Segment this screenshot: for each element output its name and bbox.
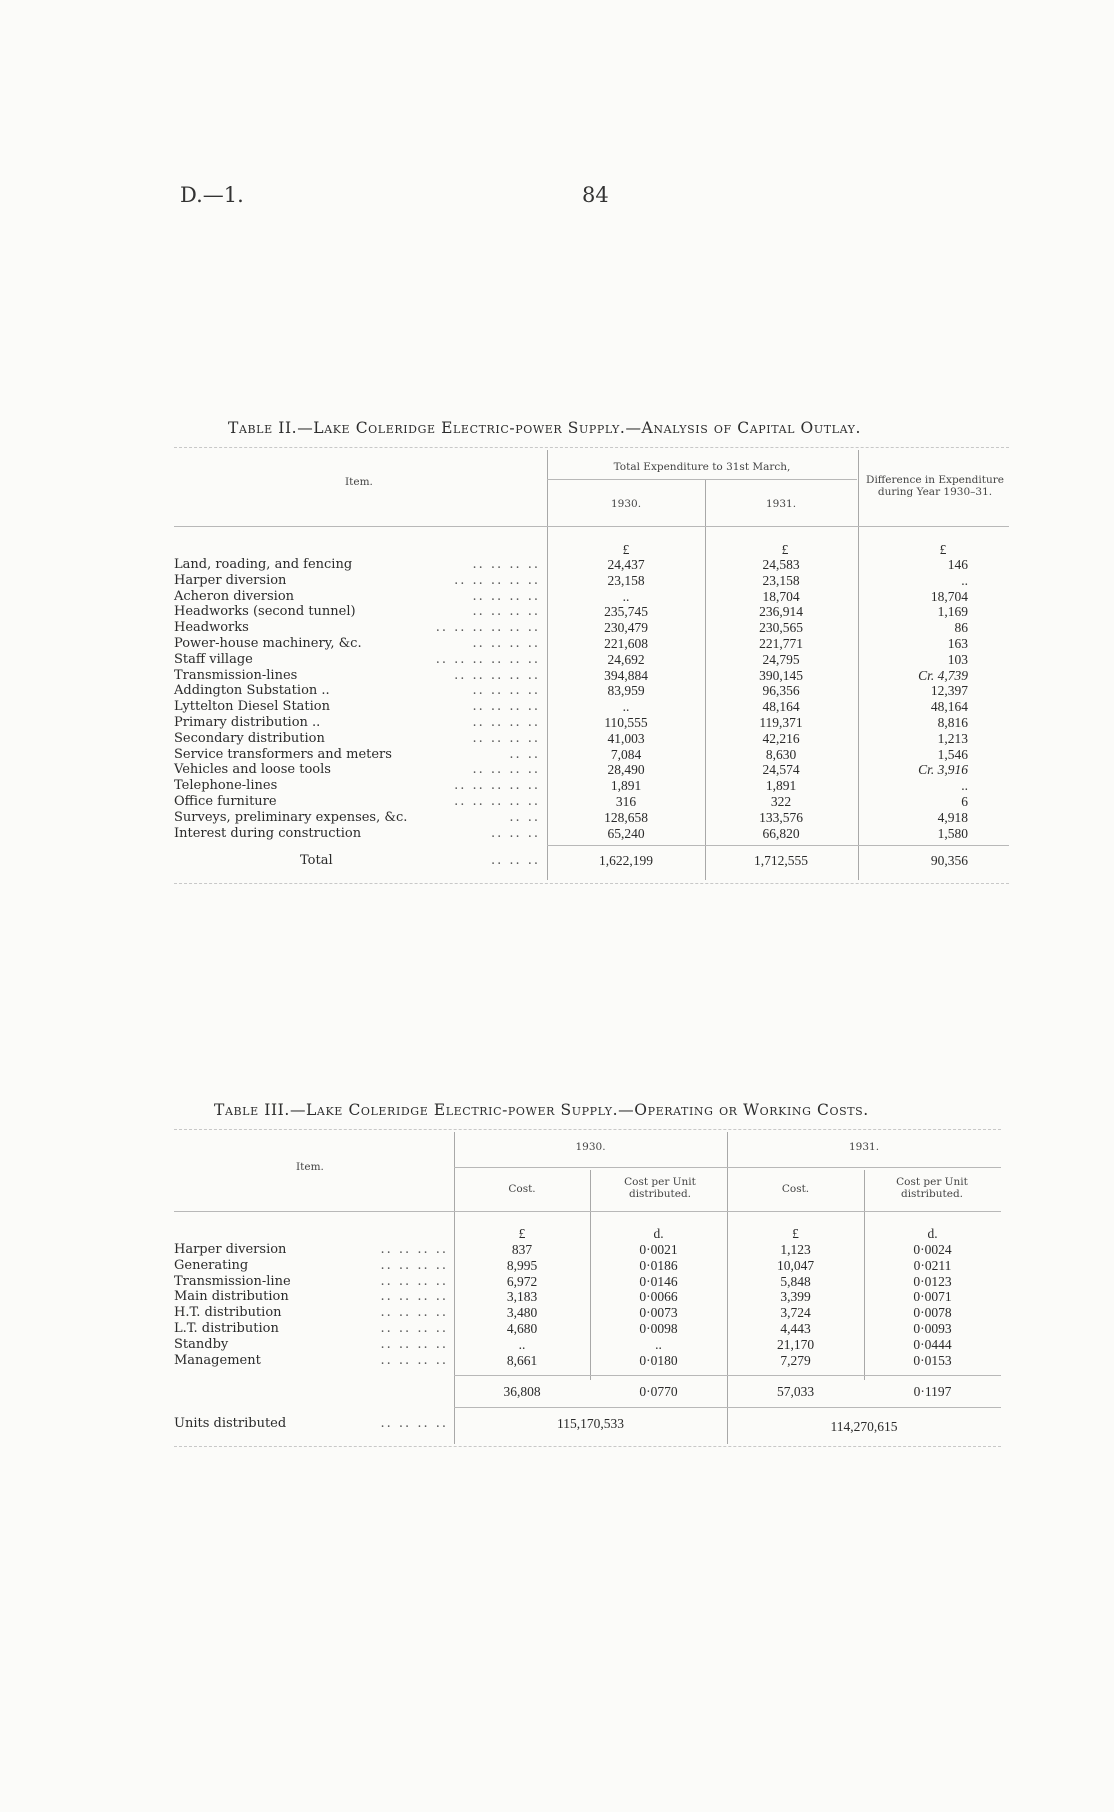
cell-cpu-1930: 0·0186 xyxy=(639,1257,678,1273)
table2-row: Interest during construction xyxy=(174,825,362,841)
cell-difference: 146 xyxy=(947,557,968,572)
cell-cpu-1931: 0·0024 xyxy=(913,1242,952,1257)
cell-1931: 119,371 xyxy=(759,714,803,730)
cell-difference: 103 xyxy=(947,651,968,667)
table3-row: Generating xyxy=(174,1257,249,1273)
cell-cost-1930: 4,680 xyxy=(506,1320,538,1336)
table3-cost-1931-column xyxy=(727,1242,864,1368)
cell-cost-1931: 7,279 xyxy=(780,1352,811,1368)
table3-units-1930: 115,170,533 xyxy=(557,1416,624,1431)
cell-difference: 48,164 xyxy=(930,699,968,715)
table2-header-1931: 1931. xyxy=(765,498,797,510)
table2-total-label: Total xyxy=(300,853,333,868)
cell-1930: 24,437 xyxy=(607,557,645,572)
table3-cpu-1930-column xyxy=(590,1242,727,1368)
table2-currency-1931: £ xyxy=(781,542,789,557)
cell-1930: 1,891 xyxy=(610,778,642,794)
table2-row: Office furniture xyxy=(174,793,277,809)
leader-dots: .. .. .. .. xyxy=(472,604,540,620)
cell-cpu-1930: .. xyxy=(655,1336,662,1352)
cell-cpu-1931: 0·0444 xyxy=(913,1336,952,1352)
cell-cpu-1930: 0·0073 xyxy=(639,1305,678,1321)
cell-difference: 8,816 xyxy=(937,714,968,730)
leader-dots: .. .. .. .. xyxy=(380,1289,448,1305)
cell-cpu-1931: 0·0078 xyxy=(913,1305,952,1321)
table3-header-cpu-1931: Cost per Unit distributed. xyxy=(896,1176,968,1200)
table2-header-difference: Difference in Expenditure during Year 1930–31. xyxy=(866,474,1004,498)
cell-1930: 28,490 xyxy=(607,762,645,778)
cell-difference: 1,169 xyxy=(937,604,968,620)
cell-cpu-1930: 0·0066 xyxy=(639,1289,678,1305)
leader-dots: .. .. .. .. xyxy=(472,730,540,746)
cell-1931: 230,565 xyxy=(759,620,803,636)
cell-1931: 96,356 xyxy=(762,683,800,699)
leader-dots: .. .. .. .. xyxy=(472,635,540,651)
table2-row: Lyttelton Diesel Station xyxy=(174,699,330,715)
page-number: 84 xyxy=(582,183,609,207)
table3-currency-1930: £ xyxy=(518,1226,526,1241)
leader-dots: .. .. .. .. xyxy=(380,1305,448,1321)
cell-difference: 6 xyxy=(961,793,968,809)
cell-cpu-1931: 0·0153 xyxy=(913,1352,952,1368)
table2-total-difference: 90,356 xyxy=(930,853,968,868)
leader-dots: .. .. .. .. xyxy=(472,699,540,715)
table3-header-item: Item. xyxy=(296,1161,324,1173)
leader-dots: .. .. .. .. xyxy=(380,1416,448,1431)
table2-row: Headworks (second tunnel) xyxy=(174,604,356,620)
cell-1930: 41,003 xyxy=(607,730,645,746)
table3-total-cost-1930: 36,808 xyxy=(503,1384,541,1399)
leader-dots: .. .. .. .. xyxy=(472,557,540,572)
cell-1931: 18,704 xyxy=(762,588,800,604)
table2-row: Surveys, preliminary expenses, &c. xyxy=(174,809,408,825)
leader-dots: .. .. .. .. xyxy=(380,1352,448,1368)
cell-difference: 12,397 xyxy=(930,683,968,699)
cell-cost-1931: 21,170 xyxy=(776,1336,815,1352)
cell-difference: 86 xyxy=(954,620,968,636)
table3-pence-1930: d. xyxy=(653,1226,664,1241)
cell-cost-1931: 10,047 xyxy=(776,1257,815,1273)
cell-difference: .. xyxy=(961,572,968,588)
cell-1930: 83,959 xyxy=(607,683,645,699)
table2-row: Headworks xyxy=(174,620,249,636)
table2-row: Land, roading, and fencing xyxy=(174,557,353,572)
table3-leader-column xyxy=(300,1242,448,1368)
table2-row: Addington Substation .. xyxy=(174,683,330,699)
cell-difference: 18,704 xyxy=(930,588,968,604)
table3-pence-1931: d. xyxy=(927,1226,938,1241)
cell-cost-1930: 3,480 xyxy=(506,1305,538,1321)
table3-total-cost-1931: 57,033 xyxy=(776,1384,815,1399)
cell-cost-1930: 3,183 xyxy=(506,1289,538,1305)
leader-dots: .. .. .. .. xyxy=(380,1257,448,1273)
table3-header-cpu-1930: Cost per Unit distributed. xyxy=(624,1176,696,1200)
cell-1931: 23,158 xyxy=(762,572,800,588)
leader-dots: .. .. .. .. .. xyxy=(454,778,540,794)
cell-1931: 1,891 xyxy=(765,778,797,794)
table3-row: H.T. distribution xyxy=(174,1305,282,1321)
cell-1931: 24,795 xyxy=(762,651,800,667)
cell-cost-1930: 837 xyxy=(511,1242,533,1257)
cell-1930: 23,158 xyxy=(607,572,645,588)
table3-row: Harper diversion xyxy=(174,1242,287,1257)
table2-title xyxy=(228,419,861,437)
table3-header-1930: 1930. xyxy=(575,1141,606,1153)
cell-1930: 316 xyxy=(615,793,637,809)
cell-1930: 65,240 xyxy=(607,825,645,841)
table2-header-total-expenditure: Total Expenditure to 31st March, xyxy=(613,461,791,473)
table2-row: Telephone-lines xyxy=(174,778,278,794)
leader-dots: .. .. .. .. xyxy=(380,1273,448,1289)
table2-row: Service transformers and meters xyxy=(174,746,392,762)
cell-1931: 133,576 xyxy=(759,809,803,825)
table2-header-item: Item. xyxy=(345,476,373,488)
cell-difference: 1,580 xyxy=(937,825,968,841)
cell-difference: 1,213 xyxy=(937,730,968,746)
cell-1931: 48,164 xyxy=(762,699,800,715)
cell-difference: Cr. 4,739 xyxy=(918,667,968,683)
cell-cpu-1931: 0·0123 xyxy=(913,1273,952,1289)
leader-dots: .. .. .. .. .. xyxy=(454,572,540,588)
cell-1930: 235,745 xyxy=(604,604,648,620)
table3-row: Management xyxy=(174,1352,261,1368)
table3-header-1931: 1931. xyxy=(848,1141,880,1153)
table2-total-1931: 1,712,555 xyxy=(754,853,808,868)
table3-cost-1930-column xyxy=(454,1242,590,1368)
cell-cost-1930: 8,995 xyxy=(506,1257,538,1273)
table2-row: Power-house machinery, &c. xyxy=(174,635,362,651)
table3-cpu-1931-column xyxy=(864,1242,1001,1368)
leader-dots: .. .. .. .. .. .. xyxy=(435,651,540,667)
cell-difference: 163 xyxy=(947,635,968,651)
cell-cost-1930: 8,661 xyxy=(506,1352,538,1368)
cell-cost-1930: 6,972 xyxy=(506,1273,538,1289)
cell-cpu-1930: 0·0146 xyxy=(639,1273,678,1289)
table3-row: Transmission-line xyxy=(174,1273,291,1289)
table2-title-prefix: Table II. xyxy=(228,419,298,437)
cell-cpu-1931: 0·0211 xyxy=(913,1257,952,1273)
cell-1931: 236,914 xyxy=(759,604,803,620)
cell-cpu-1931: 0·0071 xyxy=(913,1289,952,1305)
table3-title-rest: —Lake Coleridge Electric-power Supply.—Operating or Working Costs. xyxy=(289,1101,869,1119)
table2-row: Vehicles and loose tools xyxy=(174,762,331,778)
table3-total-cpu-1931: 0·1197 xyxy=(913,1384,952,1399)
table3-currency-1931: £ xyxy=(792,1226,799,1241)
table3-header-cost-1931: Cost. xyxy=(781,1183,810,1195)
leader-dots: .. .. .. .. xyxy=(472,588,540,604)
cell-difference: 4,918 xyxy=(937,809,968,825)
table2-header-1930: 1930. xyxy=(610,498,642,510)
table2-difference-column xyxy=(858,557,968,841)
cell-difference: 1,546 xyxy=(937,746,968,762)
cell-1930: 221,608 xyxy=(604,635,648,651)
cell-1931: 66,820 xyxy=(762,825,800,841)
cell-cpu-1931: 0·0093 xyxy=(913,1320,952,1336)
leader-dots: .. .. .. .. .. .. xyxy=(435,620,540,636)
cell-1930: .. xyxy=(622,588,630,604)
cell-cost-1931: 4,443 xyxy=(780,1320,811,1336)
cell-cost-1931: 3,399 xyxy=(780,1289,811,1305)
table2-1930-column xyxy=(547,557,705,841)
cell-difference: .. xyxy=(961,778,968,794)
table3-units-label: Units distributed xyxy=(174,1416,287,1431)
cell-1931: 24,574 xyxy=(762,762,800,778)
cell-1930: 394,884 xyxy=(604,667,648,683)
cell-1931: 42,216 xyxy=(762,730,800,746)
cell-cost-1931: 5,848 xyxy=(780,1273,811,1289)
table2-row: Primary distribution .. xyxy=(174,714,321,730)
table2-1931-column xyxy=(705,557,857,841)
cell-1931: 390,145 xyxy=(759,667,803,683)
cell-1931: 24,583 xyxy=(762,557,800,572)
document-code: D.—1. xyxy=(180,183,244,207)
cell-cpu-1930: 0·0098 xyxy=(639,1320,678,1336)
cell-1930: 128,658 xyxy=(604,809,648,825)
leader-dots: .. .. xyxy=(509,809,540,825)
cell-cost-1930: .. xyxy=(518,1336,526,1352)
cell-cost-1931: 1,123 xyxy=(780,1242,811,1257)
leader-dots: .. .. .. .. .. xyxy=(454,667,540,683)
leader-dots: .. .. .. .. .. xyxy=(454,793,540,809)
cell-1931: 221,771 xyxy=(759,635,803,651)
leader-dots: .. .. .. .. xyxy=(472,683,540,699)
table3-row: Main distribution xyxy=(174,1289,289,1305)
leader-dots: .. .. .. .. xyxy=(472,762,540,778)
table2-total-1930: 1,622,199 xyxy=(599,853,653,868)
table2-row: Harper diversion xyxy=(174,572,287,588)
cell-1931: 322 xyxy=(770,793,792,809)
leader-dots: .. .. .. .. xyxy=(380,1336,448,1352)
leader-dots: .. .. .. xyxy=(490,853,540,868)
cell-cost-1931: 3,724 xyxy=(780,1305,811,1321)
table2-row: Transmission-lines xyxy=(174,667,298,683)
cell-1930: 110,555 xyxy=(604,714,648,730)
leader-dots: .. .. .. .. xyxy=(380,1320,448,1336)
cell-1930: 230,479 xyxy=(604,620,648,636)
table2-row: Acheron diversion xyxy=(174,588,295,604)
cell-difference: Cr. 3,916 xyxy=(918,762,968,778)
leader-dots: .. .. .. xyxy=(490,825,540,841)
table2-row: Secondary distribution xyxy=(174,730,325,746)
cell-cpu-1930: 0·0180 xyxy=(639,1352,678,1368)
table2-currency-diff: £ xyxy=(939,542,947,557)
table2-row: Staff village xyxy=(174,651,253,667)
table3-row: Standby xyxy=(174,1336,229,1352)
cell-1930: 24,692 xyxy=(607,651,645,667)
cell-1931: 8,630 xyxy=(765,746,797,762)
table3-total-cpu-1930: 0·0770 xyxy=(639,1384,678,1399)
table3-title-prefix: Table III. xyxy=(214,1101,290,1119)
table3-title xyxy=(214,1101,869,1119)
table2-currency-1930: £ xyxy=(622,542,630,557)
leader-dots: .. .. xyxy=(509,746,540,762)
leader-dots: .. .. .. .. xyxy=(380,1242,448,1257)
table2-leader-column xyxy=(360,557,540,841)
cell-1930: 7,084 xyxy=(610,746,642,762)
cell-1930: .. xyxy=(622,699,630,715)
cell-cpu-1930: 0·0021 xyxy=(639,1242,678,1257)
table2-title-rest: —Lake Coleridge Electric-power Supply.—Analysis of Capital Outlay. xyxy=(297,419,862,437)
leader-dots: .. .. .. .. xyxy=(472,714,540,730)
table3-header-cost-1930: Cost. xyxy=(508,1183,536,1195)
table3-row: L.T. distribution xyxy=(174,1320,279,1336)
table3-units-1931: 114,270,615 xyxy=(830,1419,898,1434)
